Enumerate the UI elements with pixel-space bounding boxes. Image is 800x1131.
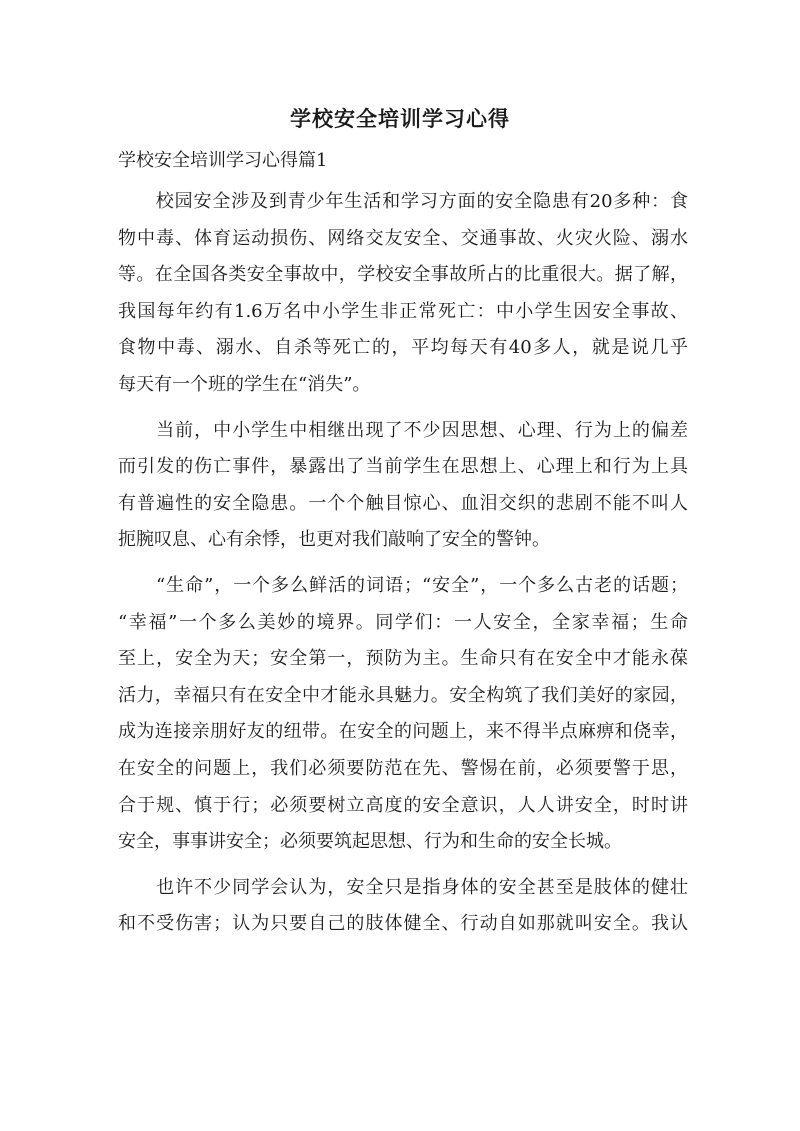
text-line: 我国每年约有1.6万名中小学生非正常死亡：中小学生因安全事故、 (118, 300, 688, 322)
document-subtitle: 学校安全培训学习心得篇1 (118, 150, 328, 171)
text-line: 校园安全涉及到青少年生活和学习方面的安全隐患有20多种：食 (118, 191, 688, 212)
document-body (118, 184, 688, 952)
text-line: 有普遍性的安全隐患。一个个触目惊心、血泪交织的悲剧不能不叫人 (118, 492, 688, 514)
text-line: “生命”，一个多么鲜活的词语；“安全”，一个多么古老的话题； (118, 574, 688, 596)
text-line: 安全，事事讲安全；必须要筑起思想、行为和生命的安全长城。 (118, 831, 622, 853)
text-line: 而引发的伤亡事件，暴露出了当前学生在思想上、心理上和行为上具 (118, 456, 688, 478)
document-title: 学校安全培训学习心得 (290, 106, 510, 131)
text-line: 至上，安全为天；安全第一，预防为主。生命只有在安全中才能永葆 (118, 648, 688, 670)
text-line: 活力，幸福只有在安全中才能永具魅力。安全构筑了我们美好的家园， (118, 684, 688, 706)
paragraph-2 (118, 413, 688, 559)
text-line: “幸福”一个多么美妙的境界。同学们：一人安全，全家幸福；生命 (118, 611, 688, 633)
paragraph-4 (118, 870, 688, 943)
text-line: 当前，中小学生中相继出现了不少因思想、心理、行为上的偏差 (118, 419, 688, 441)
text-line: 成为连接亲朋好友的纽带。在安全的问题上，来不得半点麻痹和侥幸， (118, 721, 688, 743)
text-line: 物中毒、体育运动损伤、网络交友安全、交通事故、火灾火险、溺水 (118, 227, 688, 249)
text-line: 合于规、慎于行；必须要树立高度的安全意识，人人讲安全，时时讲 (118, 794, 688, 816)
text-line: 在安全的问题上，我们必须要防范在先、警惕在前，必须要警于思， (118, 757, 688, 779)
paragraph-3 (118, 568, 688, 861)
text-line: 每天有一个班的学生在“消失”。 (118, 373, 371, 395)
text-line: 等。在全国各类安全事故中，学校安全事故所占的比重很大。据了解， (118, 264, 688, 286)
text-line: 也许不少同学会认为，安全只是指身体的安全甚至是肢体的健壮 (118, 876, 688, 898)
text-line: 扼腕叹息、心有余悸，也更对我们敲响了安全的警钟。 (118, 529, 550, 551)
text-line: 和不受伤害；认为只要自己的肢体健全、行动自如那就叫安全。我认 (118, 913, 688, 935)
text-line: 食物中毒、溺水、自杀等死亡的，平均每天有40多人，就是说几乎 (118, 337, 688, 359)
paragraph-1 (118, 184, 688, 404)
